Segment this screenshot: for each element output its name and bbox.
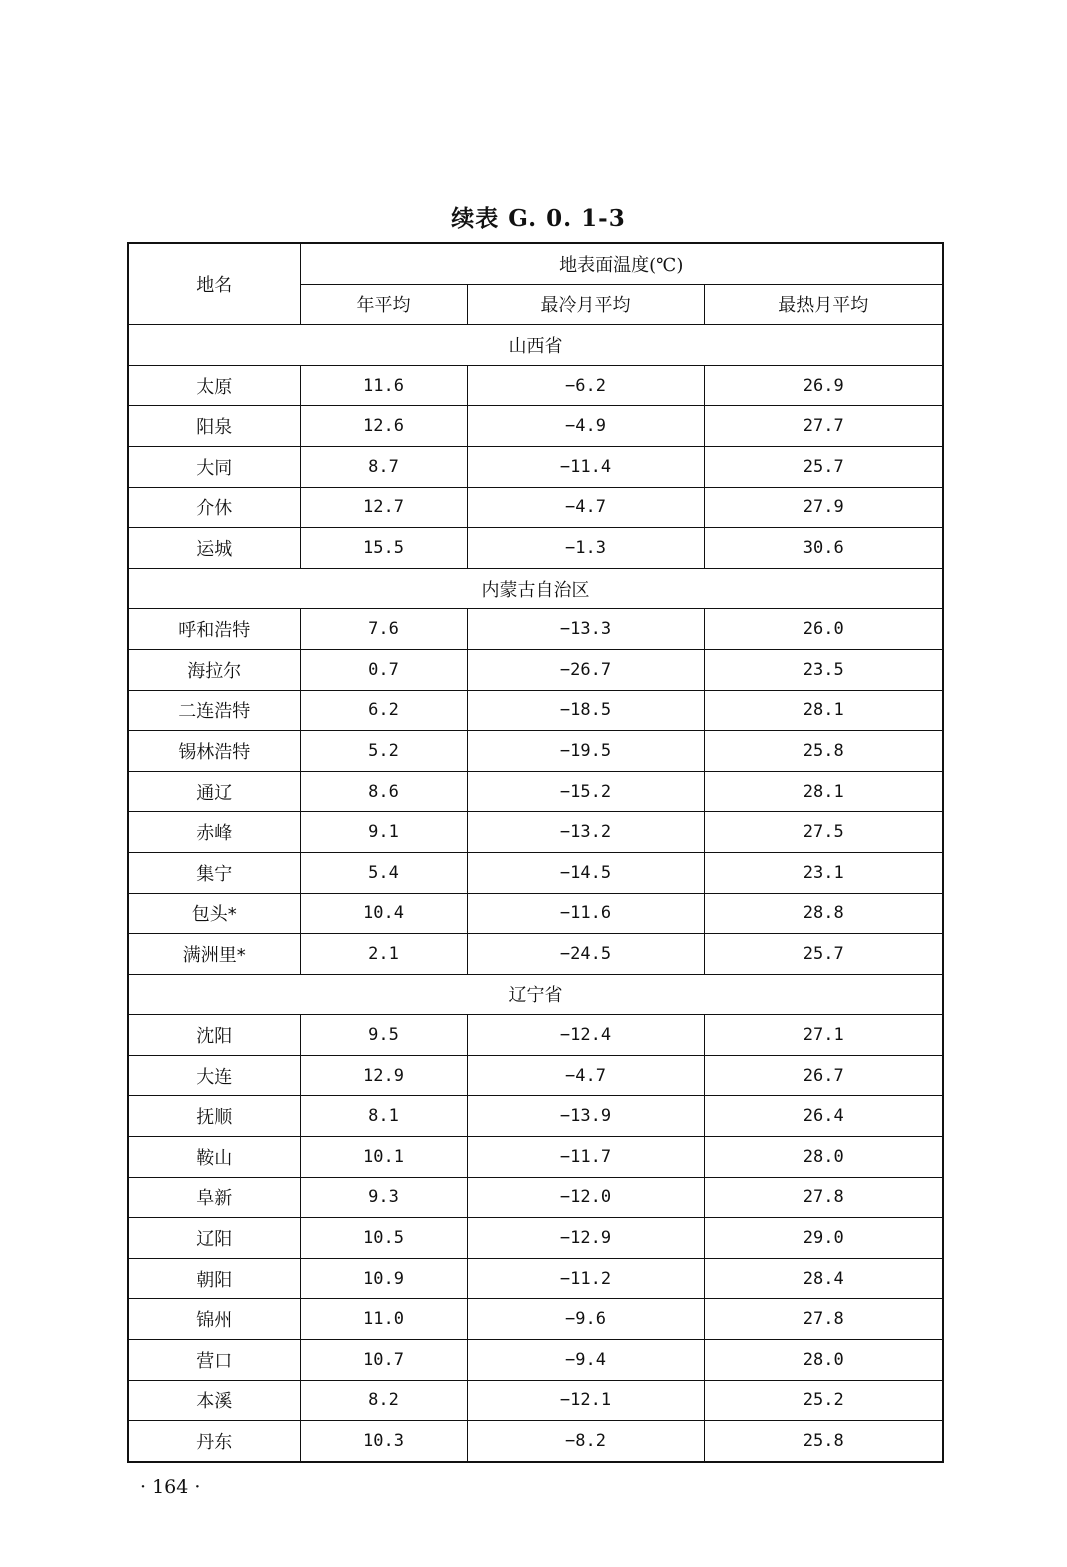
cell-place-name: 介休 [128, 487, 300, 528]
cell-place-name: 阳泉 [128, 406, 300, 447]
cell-hottest-month-average: 23.1 [704, 852, 943, 893]
cell-place-name: 本溪 [128, 1380, 300, 1421]
cell-annual-average: 7.6 [300, 609, 467, 650]
cell-annual-average: 11.6 [300, 365, 467, 406]
cell-annual-average: 10.3 [300, 1421, 467, 1462]
cell-annual-average: 5.2 [300, 731, 467, 772]
cell-annual-average: 15.5 [300, 528, 467, 569]
cell-coldest-month-average: −13.9 [467, 1096, 704, 1137]
cell-place-name: 营口 [128, 1340, 300, 1381]
cell-hottest-month-average: 28.8 [704, 893, 943, 934]
table-header [128, 243, 943, 325]
cell-hottest-month-average: 27.8 [704, 1177, 943, 1218]
page-number: · 164 · [140, 1476, 201, 1498]
table-row [128, 1015, 943, 1056]
cell-coldest-month-average: −12.1 [467, 1380, 704, 1421]
section-heading: 辽宁省 [128, 974, 943, 1015]
cell-hottest-month-average: 25.2 [704, 1380, 943, 1421]
table-body [128, 325, 943, 1462]
cell-coldest-month-average: −4.7 [467, 1055, 704, 1096]
table-row [128, 934, 943, 975]
cell-annual-average: 8.6 [300, 771, 467, 812]
cell-place-name: 大连 [128, 1055, 300, 1096]
table-row [128, 1421, 943, 1462]
cell-annual-average: 8.7 [300, 446, 467, 487]
section-heading: 山西省 [128, 325, 943, 366]
table-row [128, 771, 943, 812]
cell-annual-average: 8.1 [300, 1096, 467, 1137]
header-hottest-month-average: 最热月平均 [704, 284, 943, 325]
temperature-table [127, 242, 944, 1463]
cell-place-name: 抚顺 [128, 1096, 300, 1137]
cell-place-name: 包头* [128, 893, 300, 934]
cell-hottest-month-average: 26.0 [704, 609, 943, 650]
cell-hottest-month-average: 27.8 [704, 1299, 943, 1340]
cell-hottest-month-average: 28.1 [704, 690, 943, 731]
cell-place-name: 阜新 [128, 1177, 300, 1218]
cell-hottest-month-average: 27.9 [704, 487, 943, 528]
cell-coldest-month-average: −9.4 [467, 1340, 704, 1381]
cell-place-name: 锡林浩特 [128, 731, 300, 772]
table-row [128, 1258, 943, 1299]
cell-coldest-month-average: −11.7 [467, 1137, 704, 1178]
table-row [128, 406, 943, 447]
section-row [128, 568, 943, 609]
table-row [128, 609, 943, 650]
cell-hottest-month-average: 25.7 [704, 446, 943, 487]
cell-hottest-month-average: 25.8 [704, 1421, 943, 1462]
cell-place-name: 通辽 [128, 771, 300, 812]
cell-coldest-month-average: −6.2 [467, 365, 704, 406]
cell-hottest-month-average: 27.5 [704, 812, 943, 853]
cell-annual-average: 10.1 [300, 1137, 467, 1178]
cell-hottest-month-average: 28.0 [704, 1137, 943, 1178]
table-row [128, 1218, 943, 1259]
cell-annual-average: 11.0 [300, 1299, 467, 1340]
cell-coldest-month-average: −19.5 [467, 731, 704, 772]
cell-annual-average: 10.9 [300, 1258, 467, 1299]
cell-coldest-month-average: −12.0 [467, 1177, 704, 1218]
table-row [128, 1096, 943, 1137]
table-row [128, 812, 943, 853]
cell-place-name: 呼和浩特 [128, 609, 300, 650]
table-row [128, 446, 943, 487]
cell-place-name: 二连浩特 [128, 690, 300, 731]
cell-coldest-month-average: −26.7 [467, 649, 704, 690]
cell-annual-average: 6.2 [300, 690, 467, 731]
cell-annual-average: 5.4 [300, 852, 467, 893]
cell-place-name: 满洲里* [128, 934, 300, 975]
cell-coldest-month-average: −4.7 [467, 487, 704, 528]
table-title: 续表 G. 0. 1-3 [451, 205, 626, 232]
cell-hottest-month-average: 27.1 [704, 1015, 943, 1056]
cell-place-name: 大同 [128, 446, 300, 487]
cell-annual-average: 10.4 [300, 893, 467, 934]
cell-coldest-month-average: −15.2 [467, 771, 704, 812]
cell-hottest-month-average: 30.6 [704, 528, 943, 569]
cell-annual-average: 12.9 [300, 1055, 467, 1096]
cell-place-name: 丹东 [128, 1421, 300, 1462]
table-row [128, 1340, 943, 1381]
cell-annual-average: 10.5 [300, 1218, 467, 1259]
cell-hottest-month-average: 28.1 [704, 771, 943, 812]
cell-coldest-month-average: −14.5 [467, 852, 704, 893]
table-row [128, 893, 943, 934]
table-row [128, 528, 943, 569]
cell-coldest-month-average: −18.5 [467, 690, 704, 731]
cell-coldest-month-average: −1.3 [467, 528, 704, 569]
cell-coldest-month-average: −24.5 [467, 934, 704, 975]
cell-coldest-month-average: −12.9 [467, 1218, 704, 1259]
table-row [128, 1299, 943, 1340]
section-row [128, 325, 943, 366]
header-surface-temperature: 地表面温度(℃) [300, 243, 943, 284]
cell-place-name: 运城 [128, 528, 300, 569]
cell-place-name: 海拉尔 [128, 649, 300, 690]
cell-annual-average: 9.5 [300, 1015, 467, 1056]
cell-annual-average: 2.1 [300, 934, 467, 975]
table-row [128, 487, 943, 528]
cell-hottest-month-average: 23.5 [704, 649, 943, 690]
table-row [128, 1055, 943, 1096]
table-row [128, 690, 943, 731]
cell-place-name: 鞍山 [128, 1137, 300, 1178]
cell-hottest-month-average: 26.4 [704, 1096, 943, 1137]
cell-coldest-month-average: −8.2 [467, 1421, 704, 1462]
header-annual-average: 年平均 [300, 284, 467, 325]
table-row [128, 1380, 943, 1421]
header-place-name: 地名 [128, 243, 300, 325]
cell-coldest-month-average: −13.2 [467, 812, 704, 853]
cell-hottest-month-average: 25.8 [704, 731, 943, 772]
header-coldest-month-average: 最冷月平均 [467, 284, 704, 325]
cell-annual-average: 9.3 [300, 1177, 467, 1218]
cell-coldest-month-average: −11.6 [467, 893, 704, 934]
cell-place-name: 沈阳 [128, 1015, 300, 1056]
table-row [128, 1137, 943, 1178]
table-row [128, 731, 943, 772]
cell-place-name: 辽阳 [128, 1218, 300, 1259]
cell-annual-average: 8.2 [300, 1380, 467, 1421]
cell-coldest-month-average: −12.4 [467, 1015, 704, 1056]
table-row [128, 365, 943, 406]
cell-hottest-month-average: 27.7 [704, 406, 943, 447]
cell-place-name: 太原 [128, 365, 300, 406]
cell-place-name: 赤峰 [128, 812, 300, 853]
cell-hottest-month-average: 26.9 [704, 365, 943, 406]
cell-coldest-month-average: −4.9 [467, 406, 704, 447]
cell-place-name: 朝阳 [128, 1258, 300, 1299]
section-heading: 内蒙古自治区 [128, 568, 943, 609]
cell-annual-average: 9.1 [300, 812, 467, 853]
cell-coldest-month-average: −11.4 [467, 446, 704, 487]
cell-hottest-month-average: 25.7 [704, 934, 943, 975]
table-row [128, 1177, 943, 1218]
table-row [128, 852, 943, 893]
cell-annual-average: 0.7 [300, 649, 467, 690]
cell-annual-average: 12.6 [300, 406, 467, 447]
cell-hottest-month-average: 28.4 [704, 1258, 943, 1299]
cell-coldest-month-average: −9.6 [467, 1299, 704, 1340]
cell-coldest-month-average: −13.3 [467, 609, 704, 650]
cell-hottest-month-average: 26.7 [704, 1055, 943, 1096]
section-row [128, 974, 943, 1015]
cell-annual-average: 12.7 [300, 487, 467, 528]
table-row [128, 649, 943, 690]
cell-annual-average: 10.7 [300, 1340, 467, 1381]
cell-place-name: 集宁 [128, 852, 300, 893]
cell-hottest-month-average: 29.0 [704, 1218, 943, 1259]
cell-hottest-month-average: 28.0 [704, 1340, 943, 1381]
cell-coldest-month-average: −11.2 [467, 1258, 704, 1299]
cell-place-name: 锦州 [128, 1299, 300, 1340]
